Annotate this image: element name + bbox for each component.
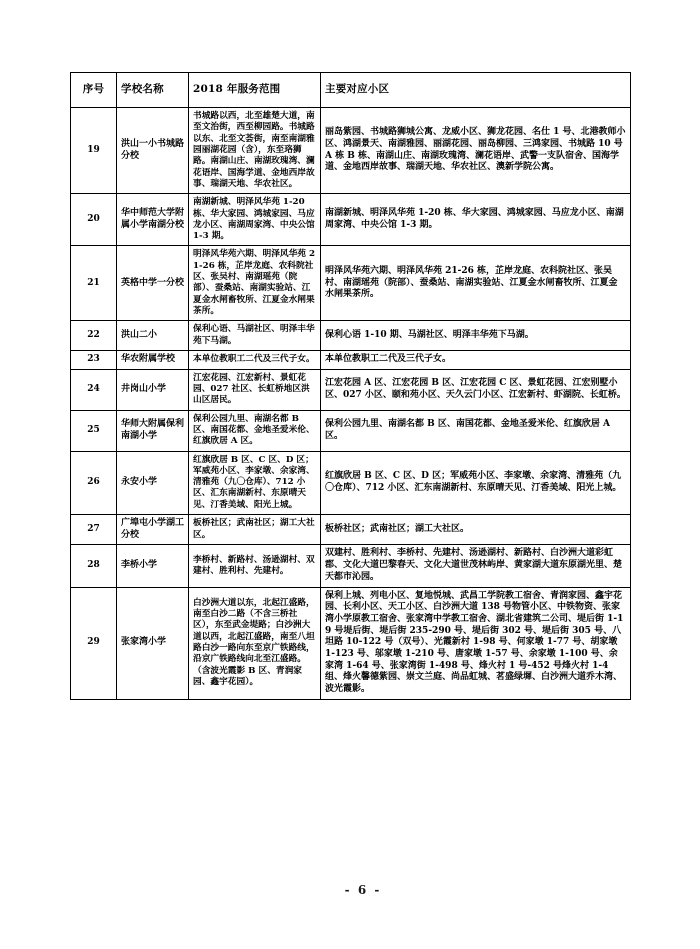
corresponding-areas: 红旗欣居 B 区、C 区、D 区；军威苑小区、李家墩、余家湾、清雅苑（九〇仓库）、712 小区、汇东南湖新村、东原晴天见、汀香美域、阳光上城。 — [321, 451, 631, 515]
service-scope: 江宏花园、江宏新村、景虹花园、027 社区、长虹桥地区洪山区居民。 — [189, 369, 321, 410]
school-name: 华师大附属保利南湖小学 — [117, 410, 189, 451]
service-scope: 本单位教职工二代及三代子女。 — [189, 350, 321, 369]
row-number: 21 — [71, 246, 117, 321]
table-row — [71, 587, 631, 699]
row-number: 28 — [71, 545, 117, 587]
corresponding-areas: 本单位教职工二代及三代子女。 — [321, 350, 631, 369]
school-name: 永安小学 — [117, 451, 189, 515]
row-number: 20 — [71, 194, 117, 246]
column-header-school: 学校名称 — [117, 73, 189, 108]
row-number: 27 — [71, 515, 117, 545]
service-scope: 保利公园九里、南湖名都 B 区、南国花都、金地圣爱米伦、红旗欣居 A 区。 — [189, 410, 321, 451]
table-row — [71, 350, 631, 369]
service-scope: 保利心语、马湖社区、明泽丰华苑下马湖。 — [189, 321, 321, 351]
table-row — [71, 108, 631, 194]
row-number: 26 — [71, 451, 117, 515]
corresponding-areas: 南湖新城、明泽风华苑 1-20 栋、华大家园、鸿城家园、马应龙小区、南湖周家湾、中央公馆 1-3 期。 — [321, 194, 631, 246]
corresponding-areas: 保利心语 1-10 期、马湖社区、明泽丰华苑下马湖。 — [321, 321, 631, 351]
school-name: 洪山二小 — [117, 321, 189, 351]
column-header-scope: 2018 年服务范围 — [189, 73, 321, 108]
table-header-row — [71, 73, 631, 108]
corresponding-areas: 丽岛紫园、书城路狮城公寓、龙威小区、狮龙花园、名仕 1 号、北港教师小区、鸿湖景天、南湖雅园、丽湖花园、丽岛柳园、三鸿家园、书城路 10 号 A 栋 B 栋、南湖山庄、南湖玫瑰湾、澜花语岸、武警一支队宿舍、国海学道、金地西岸故事、瑞湖天地、华农社区、澳新学院公寓。 — [321, 108, 631, 194]
school-name: 洪山一小书城路分校 — [117, 108, 189, 194]
row-number: 29 — [71, 587, 117, 699]
corresponding-areas: 保利上城、列电小区、复地悦城、武昌工学院教工宿舍、青润家园、鑫宇花园、长利小区、天工小区、白沙洲大道 138 号物管小区、中铁物资、张家湾小学原教工宿舍、张家湾中学教工宿舍、湖北省建筑二公司、堤后街 1-19 号堤后街、堤后街 235-290 号、堤后街 302 号、堤后街 305 号、八坦路 10-122 号（双号）、光霞新村 1-98 号、何家墩 1-77 号、胡家墩 1-123 号、邬家墩 1-210 号、唐家墩 1-57 号、余家墩 1-100 号、余家湾 1-64 号、张家湾街 1-498 号、烽火村 1 号-452 号烽火村 1-4 组、烽火馨德紫园、崇文兰庭、尚品虹城、茗盛绿墀、白沙洲大道乔木湾、波光霞影。 — [321, 587, 631, 699]
table-row — [71, 194, 631, 246]
service-scope: 明泽风华苑六期、明泽风华苑 21-26 栋，芷岸龙庭、农科院社区、张吴村、南湖瑶苑（院部）、蚕桑站、南湖实验站、江夏金水闸畜牧所、江夏金水闸果茶所。 — [189, 246, 321, 321]
corresponding-areas: 明泽风华苑六期、明泽风华苑 21-26 栋，芷岸龙庭、农科院社区、张吴村、南湖瑶苑（院部）、蚕桑站、南湖实验站、江夏金水闸畜牧所、江夏金水闸果茶所。 — [321, 246, 631, 321]
row-number: 19 — [71, 108, 117, 194]
school-name: 张家湾小学 — [117, 587, 189, 699]
school-service-scope-table — [70, 72, 631, 700]
row-number: 23 — [71, 350, 117, 369]
school-name: 广埠屯小学湖工分校 — [117, 515, 189, 545]
table-row — [71, 246, 631, 321]
corresponding-areas: 保利公园九里、南湖名都 B 区、南国花都、金地圣爱米伦、红旗欣居 A 区。 — [321, 410, 631, 451]
corresponding-areas: 双建村、胜利村、李桥村、先建村、汤逊湖村、新路村、白沙洲大道彩虹郡、文化大道巴黎春天、文化大道世茂林屿岸、黄家湖大道东原湖光里、楚天都市沁园。 — [321, 545, 631, 587]
table-body — [71, 108, 631, 700]
school-name: 李桥小学 — [117, 545, 189, 587]
table-row — [71, 451, 631, 515]
service-scope: 南湖新城、明泽风华苑 1-20 栋、华大家园、鸿城家园、马应龙小区、南湖周家湾、中央公馆 1-3 期。 — [189, 194, 321, 246]
row-number: 22 — [71, 321, 117, 351]
corresponding-areas: 江宏花园 A 区、江宏花园 B 区、江宏花园 C 区、景虹花园、江宏别墅小区、027 小区、颐和苑小区、天久云门小区、江宏新村、虾湖院、长虹桥。 — [321, 369, 631, 410]
school-name: 华中师范大学附属小学南湖分校 — [117, 194, 189, 246]
page-number: - 6 - — [344, 883, 382, 897]
table-row — [71, 515, 631, 545]
corresponding-areas: 板桥社区；武南社区；湖工大社区。 — [321, 515, 631, 545]
service-scope: 红旗欣居 B 区、C 区、D 区；军威苑小区、李家墩、余家湾、清雅苑（九〇仓库）、712 小区、汇东南湖新村、东原晴天见、汀香美域、阳光上城。 — [189, 451, 321, 515]
service-scope: 白沙洲大道以东，北起江盛路，南至白沙二路（不含三桥社区），东至武金堤路；白沙洲大道以西，北起江盛路，南至八坦路白沙一路向东至京广铁路线，沿京广铁路线向北至江盛路。（含波光霞影 B 区、青润家园、鑫宇花园）。 — [189, 587, 321, 699]
table-header — [71, 73, 631, 108]
table-row — [71, 321, 631, 351]
service-scope: 李桥村、新路村、汤逊湖村、双建村、胜利村、先建村。 — [189, 545, 321, 587]
table-row — [71, 369, 631, 410]
school-name: 英格中学一分校 — [117, 246, 189, 321]
school-name: 华农附属学校 — [117, 350, 189, 369]
table-row — [71, 545, 631, 587]
table-row — [71, 410, 631, 451]
service-scope: 书城路以西，北至雄楚大道，南至文治街，西至柳园路。书城路以东、北至文荟街，南至南湖雅园丽湖花园（含），东至珞狮路。南湖山庄、南湖玫瑰湾、澜花语岸、国海学道、金地西岸故事、瑞湖天地、华农社区。 — [189, 108, 321, 194]
row-number: 25 — [71, 410, 117, 451]
column-header-areas: 主要对应小区 — [321, 73, 631, 108]
row-number: 24 — [71, 369, 117, 410]
service-scope: 板桥社区；武南社区；湖工大社区。 — [189, 515, 321, 545]
column-header-no: 序号 — [71, 73, 117, 108]
school-name: 井岗山小学 — [117, 369, 189, 410]
